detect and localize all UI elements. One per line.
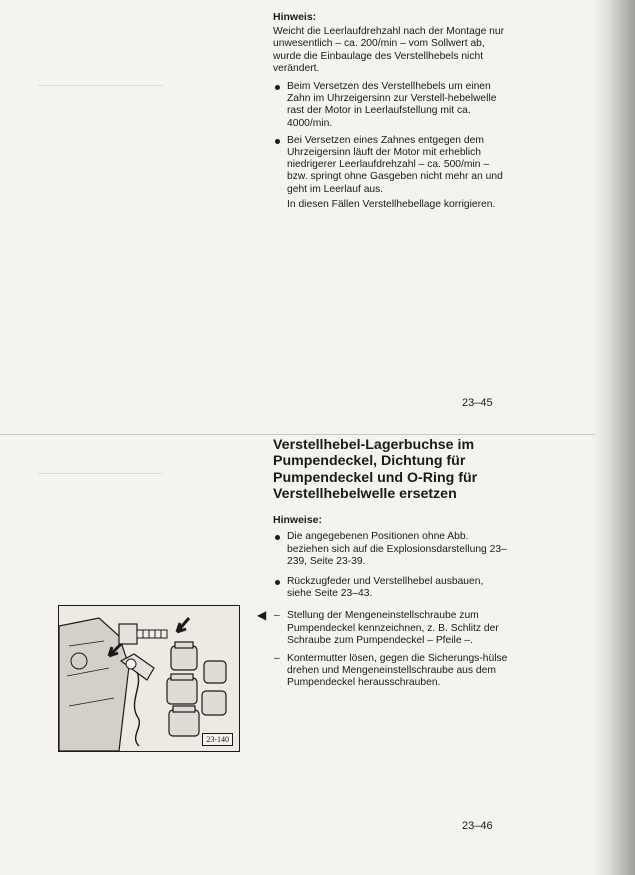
bleed-through-ghost: ────────────────────── (38, 469, 163, 478)
procedure-steps (257, 608, 508, 689)
list-item: – Stellung der Mengeneinstellschraube zum Pumpendeckel kennzeichnen, z. B. Schlitz der Schraube zum Pumpendeckel – Pfeile –. (274, 610, 499, 646)
figure-label: 23-140 (202, 733, 233, 746)
list-item: Rückzugfeder und Verstellhebel ausbauen, siehe Seite 23–43. (273, 576, 508, 600)
list-item: – Kontermutter lösen, gegen die Sicherungs-hülse drehen und Mengeneinstellschraube aus dem Pumpendeckel herausschrauben. (274, 653, 508, 689)
bullet-dot-icon (275, 580, 280, 585)
page2-content (257, 437, 508, 696)
list-item: Bei Versetzen eines Zahnes entgegen dem Uhrzeigersinn läuft der Motor mit erheblich niedrigerer Leerlaufdrehzahl – ca. 500/min – bzw. springt ohne Gasgeben nicht mehr an und geht im Leerlauf aus. (273, 135, 508, 196)
bullet-dot-icon (275, 139, 280, 144)
page-edge-shadow (593, 0, 635, 875)
dash-marker: – (274, 653, 280, 665)
pump-illustration (58, 605, 240, 752)
page-number: 23–45 (462, 397, 493, 409)
page1-note (273, 11, 508, 211)
note-bullet-list (273, 81, 508, 196)
dash-marker: – (274, 610, 280, 622)
note-heading: Hinweis: (273, 11, 317, 23)
pump-drawing (59, 606, 239, 751)
section-title: Verstellhebel-Lagerbuchse im Pumpendeckel, Dichtung für Pumpendeckel und O-Ring für Verstellhebelwelle ersetzen (273, 437, 478, 502)
page-divider (0, 434, 595, 435)
bleed-through-ghost: ────────────────────── (38, 81, 163, 90)
closing-text: In diesen Fällen Verstellhebellage korrigieren. (287, 198, 496, 210)
notes-heading: Hinweise: (273, 514, 323, 527)
arrow-left-icon: ◀ (257, 608, 267, 623)
bullet-dot-icon (275, 535, 280, 540)
bullet-dot-icon (275, 85, 280, 90)
note-text: Weicht die Leerlaufdrehzahl nach der Montage nur unwesentlich – ca. 200/min – vom Sollwert ab, wurde die Einbaulage des Verstellhebels nicht verändert. (273, 26, 505, 74)
list-item: Beim Versetzen des Verstellhebels um einen Zahn im Uhrzeigersinn zur Verstell-hebelwelle rast der Motor in Leerlaufstellung mit ca. 4000/min. (273, 81, 508, 130)
notes-bullet-list (273, 531, 508, 600)
page-number: 23–46 (462, 820, 493, 832)
list-item: Die angegebenen Positionen ohne Abb. beziehen sich auf die Explosionsdarstellung 23–239, Seite 23-39. (273, 531, 508, 568)
